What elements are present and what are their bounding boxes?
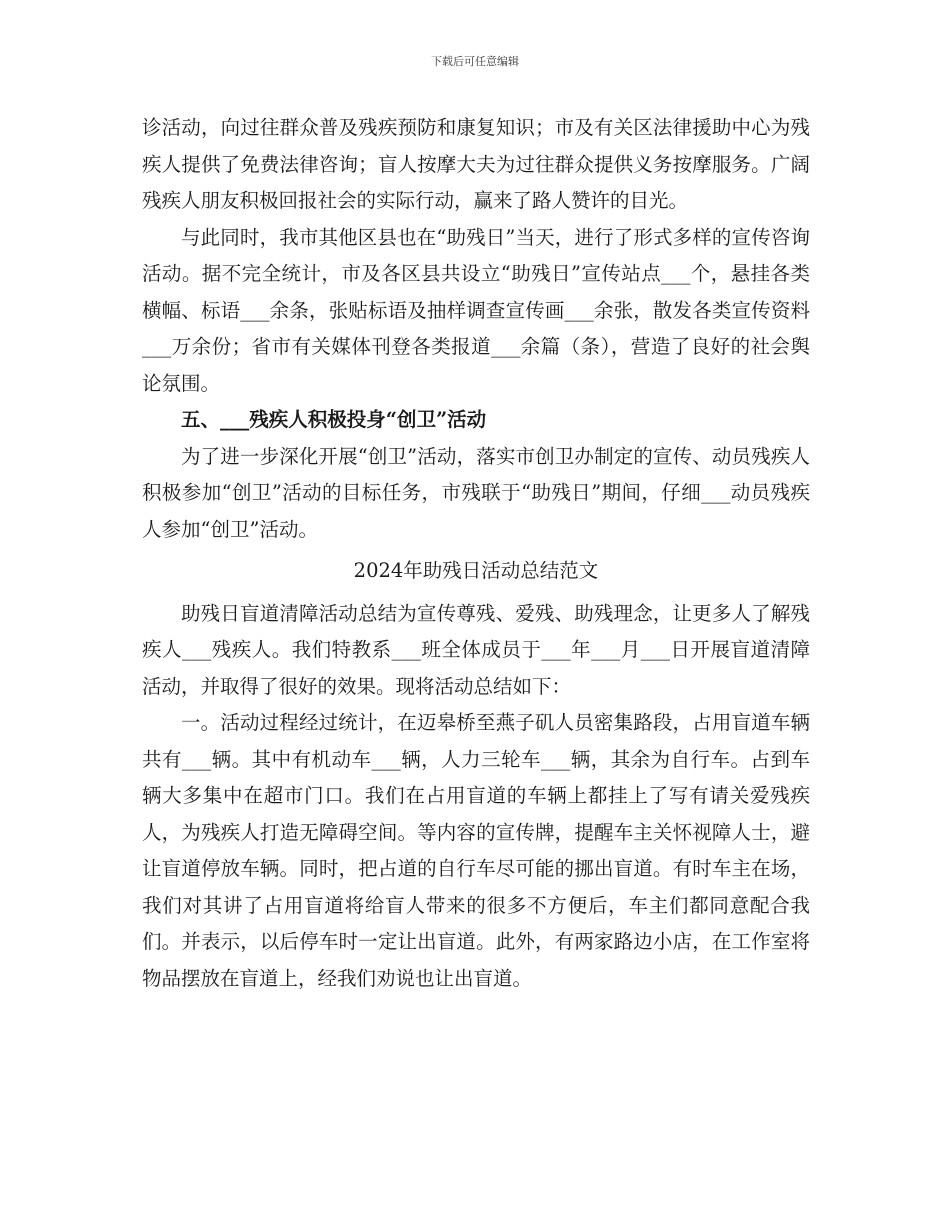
paragraph-continued: 诊活动，向过往群众普及残疾预防和康复知识；市及有关区法律援助中心为残疾人提供了免费法律咨询；盲人按摩大夫为过往群众提供义务按摩服务。广阔残疾人朋友积极回报社会的实际行动，赢来了路人赞许的目光。 <box>142 116 810 212</box>
document-body <box>142 110 810 997</box>
section-heading: 五、___残疾人积极投身“创卫”活动 <box>181 408 487 431</box>
article-title: 2024年助残日活动总结范文 <box>353 559 599 582</box>
paragraph-statistics: 与此同时，我市其他区县也在“助残日”当天，进行了形式多样的宣传咨询活动。据不完全统计，市及各区县共设立“助残日”宣传站点___个，悬挂各类横幅、标语___余条，张贴标语及抽样调查宣传画___余张，散发各类宣传资料___万余份；省市有关媒体刊登各类报道___余篇（条），营造了良好的社会舆论氛围。 <box>142 225 810 395</box>
paragraph-activity: 一。活动过程经过统计，在迈皋桥至燕子矶人员密集路段，占用盲道车辆共有___辆。其中有机动车___辆，人力三轮车___辆，其余为自行车。占到车辆大多集中在超市门口。我们在占用盲道的车辆上都挂上了写有请关爱残疾人，为残疾人打造无障碍空间。等内容的宣传牌，提醒车主关怀视障人士，避让盲道停放车辆。同时，把占道的自行车尽可能的挪出盲道。有时车主在场，我们对其讲了占用盲道将给盲人带来的很多不方便后，车主们都同意配合我们。并表示，以后停车时一定让出盲道。此外，有两家路边小店，在工作室将物品摆放在盲道上，经我们劝说也让出盲道。 <box>142 711 810 990</box>
paragraph-section: 为了进一步深化开展“创卫”活动，落实市创卫办制定的宣传、动员残疾人积极参加“创卫”活动的目标任务，市残联于“助残日”期间，仔细___动员残疾人参加“创卫”活动。 <box>142 444 810 541</box>
page-header: 下载后可任意编辑 <box>431 55 519 68</box>
paragraph-intro: 助残日盲道清障活动总结为宣传尊残、爱残、助残理念，让更多人了解残疾人___残疾人。我们特教系___班全体成员于___年___月___日开展盲道清障活动，并取得了很好的效果。现将活动总结如下： <box>142 601 810 698</box>
